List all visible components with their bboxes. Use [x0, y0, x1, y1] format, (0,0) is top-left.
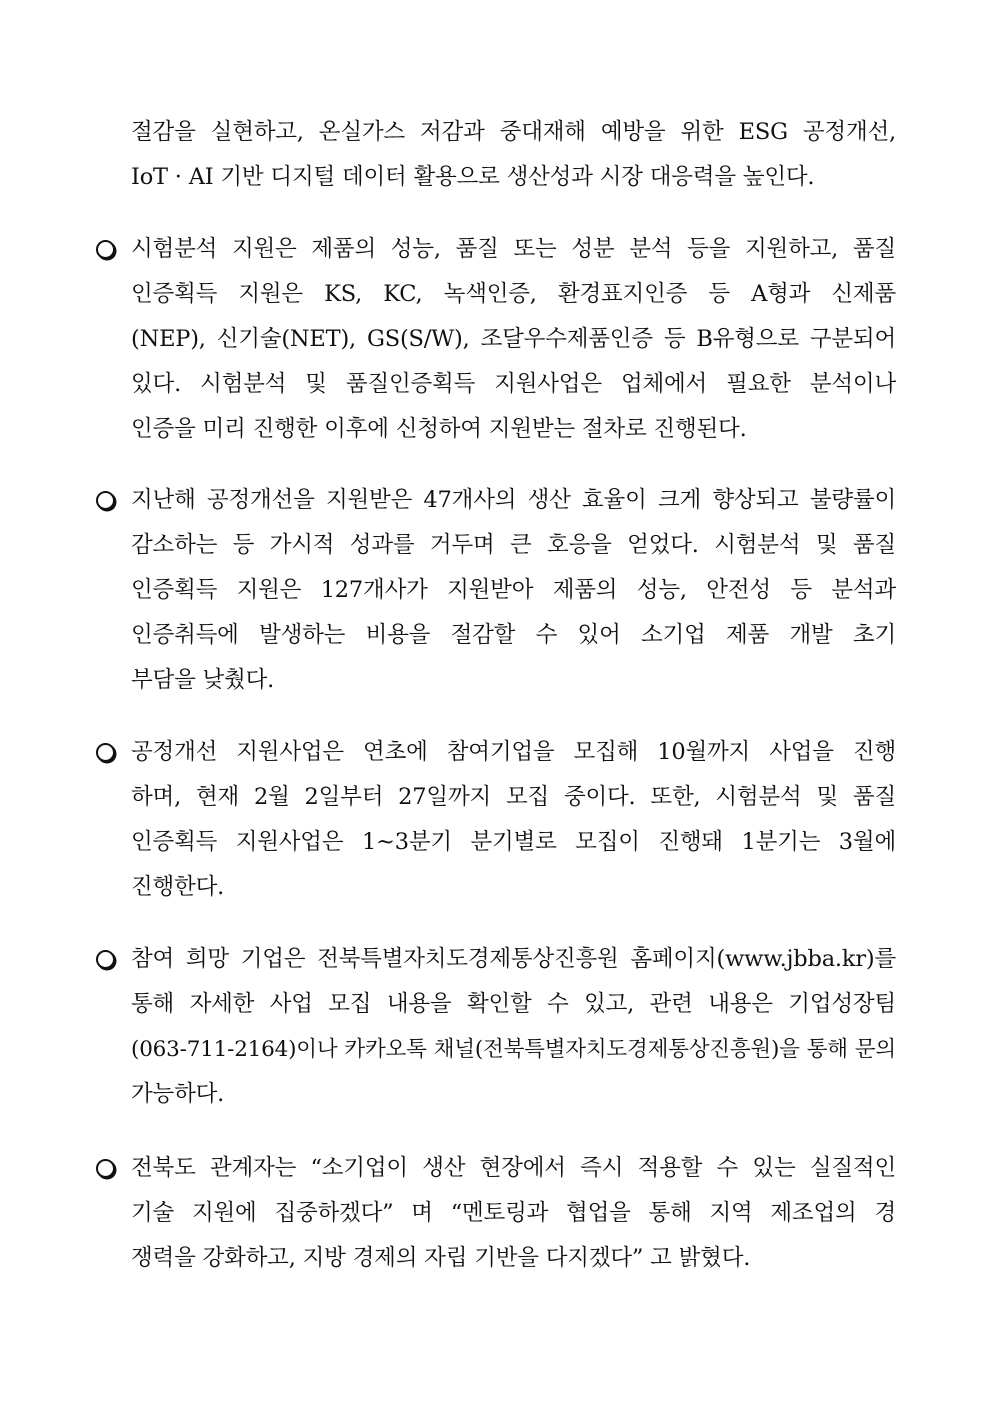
- paragraph-line: 참여 희망 기업은 전북특별자치도경제통상진흥원 홈페이지(www.jbba.kr)를: [131, 946, 896, 972]
- intro-line: IoT · AI 기반 디지털 데이터 활용으로 생산성과 시장 대응력을 높인다.: [131, 164, 815, 190]
- paragraph-line: 인증획득 지원사업은 1~3분기 분기별로 모집이 진행돼 1분기는 3월에: [131, 829, 896, 855]
- paragraph-line: 인증획득 지원은 KS, KC, 녹색인증, 환경표지인증 등 A형과 신제품: [131, 281, 896, 307]
- paragraph-line: 부담을 낮췄다.: [131, 667, 275, 693]
- paragraph-line: (NEP), 신기술(NET), GS(S/W), 조달우수제품인증 등 B유형으로 구분되어: [131, 326, 896, 352]
- paragraph-text: [131, 1146, 896, 1281]
- paragraph-line: 인증획득 지원은 127개사가 지원받아 제품의 성능, 안전성 등 분석과: [131, 577, 896, 603]
- paragraph-text: [131, 730, 896, 910]
- paragraph-line: 통해 자세한 사업 모집 내용을 확인할 수 있고, 관련 내용은 기업성장팀: [131, 991, 896, 1017]
- hollow-circle-bullet-icon: [96, 950, 115, 969]
- paragraph-text: [131, 937, 896, 1117]
- paragraph-line: 진행한다.: [131, 874, 225, 900]
- hollow-circle-bullet-icon: [96, 1159, 115, 1178]
- paragraph-line: 인증취득에 발생하는 비용을 절감할 수 있어 소기업 제품 개발 초기: [131, 622, 896, 648]
- paragraph-line: 공정개선 지원사업은 연초에 참여기업을 모집해 10월까지 사업을 진행: [131, 739, 896, 765]
- paragraph-text: [131, 227, 896, 452]
- paragraph-line: 하며, 현재 2월 2일부터 27일까지 모집 중이다. 또한, 시험분석 및 품질: [131, 784, 896, 810]
- paragraph-line: 기술 지원에 집중하겠다” 며 “멘토링과 협업을 통해 지역 제조업의 경: [131, 1200, 896, 1226]
- paragraph-line: 쟁력을 강화하고, 지방 경제의 자립 기반을 다지겠다” 고 밝혔다.: [131, 1245, 751, 1271]
- intro-continuation: [131, 110, 896, 200]
- paragraph-line: 가능하다.: [131, 1081, 225, 1107]
- intro-line: 절감을 실현하고, 온실가스 저감과 중대재해 예방을 위한 ESG 공정개선,: [131, 119, 896, 145]
- paragraph-line: 있다. 시험분석 및 품질인증획득 지원사업은 업체에서 필요한 분석이나: [131, 371, 896, 397]
- paragraph-line: 지난해 공정개선을 지원받은 47개사의 생산 효율이 크게 향상되고 불량률이: [131, 487, 896, 513]
- paragraph-text: [131, 478, 896, 703]
- paragraph-line: 시험분석 지원은 제품의 성능, 품질 또는 성분 분석 등을 지원하고, 품질: [131, 236, 896, 262]
- paragraph-line: 인증을 미리 진행한 이후에 신청하여 지원받는 절차로 진행된다.: [131, 416, 747, 442]
- paragraph-line: (063-711-2164)이나 카카오톡 채널(전북특별자치도경제통상진흥원)을 통해 문의: [131, 1037, 896, 1062]
- paragraph-line: 감소하는 등 가시적 성과를 거두며 큰 호응을 얻었다. 시험분석 및 품질: [131, 532, 896, 558]
- paragraph-line: 전북도 관계자는 “소기업이 생산 현장에서 즉시 적용할 수 있는 실질적인: [131, 1155, 896, 1181]
- hollow-circle-bullet-icon: [96, 743, 115, 762]
- hollow-circle-bullet-icon: [96, 491, 115, 510]
- hollow-circle-bullet-icon: [96, 240, 115, 259]
